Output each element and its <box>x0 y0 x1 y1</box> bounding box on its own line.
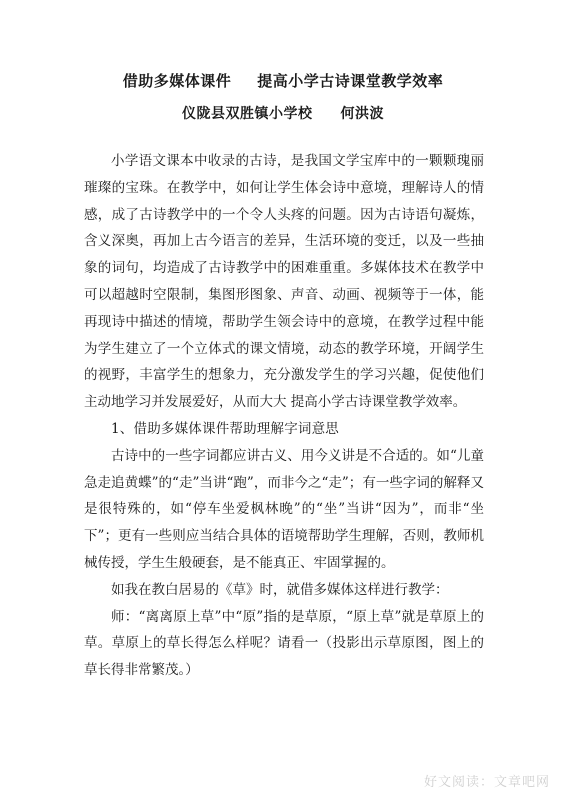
author-name: 何洪波 <box>340 106 384 122</box>
author-school: 仪陇县双胜镇小学校 <box>182 106 313 122</box>
paragraph-teacher-dialogue: 师：“离离原上草”中“原”指的是草原，“原上草”就是草原上的草。草原上的草长得怎么样呢？请看一（投影出示草原图，图上的草长得非常繁茂。） <box>84 608 484 679</box>
paragraph-ancient-meanings: 古诗中的一些字词都应讲古义、用今义讲是不合适的。如“儿童急走追黄蝶”的“走”当讲“跑”，而非今之“走”；有一些字词的解释又是很特殊的，如“停车坐爱枫林晚”的“坐”当讲“因为”，而非“坐下”；更有一些则应当结合具体的语境帮助学生理解，否则，教师机械传授，学生生般硬套，是不能真正、牢固掌握的。 <box>84 447 484 571</box>
title-part-2: 提高小学古诗课堂教学效率 <box>257 72 444 90</box>
author-line <box>0 103 566 123</box>
document-body <box>84 148 484 684</box>
section-heading-1: 1、借助多媒体课件帮助理解字词意思 <box>111 420 339 437</box>
title-part-1: 借助多媒体课件 <box>122 72 232 90</box>
paragraph-intro: 小学语文课本中收录的古诗，是我国文学宝库中的一颗颗瑰丽璀璨的宝珠。在教学中，如何让学生体会诗中意境，理解诗人的情感，成了古诗教学中的一个令人头疼的问题。因为古诗语句凝炼，含义深奥，再加上古今语言的差异，生活环境的变迁，以及一些抽象的词句，均造成了古诗教学中的困难重重。多媒体技术在教学中可以超越时空限制，集图形图象、声音、动画、视频等于一体，能再现诗中描述的情境，帮助学生领会诗中的意境，在教学过程中能为学生建立了一个立体式的课文情境，动态的教学环境，开阔学生的视野，丰富学生的想象力，充分激发学生的学习兴趣，促使他们主动地学习并发展爱好，从而大大 提高小学古诗课堂教学效率。 <box>84 153 484 411</box>
document-title <box>0 70 566 91</box>
site-watermark: 好文阅读：文章吧网 <box>423 775 550 790</box>
paragraph-teaching-example: 如我在教白居易的《草》时，就借多媒体这样进行教学： <box>111 581 449 598</box>
